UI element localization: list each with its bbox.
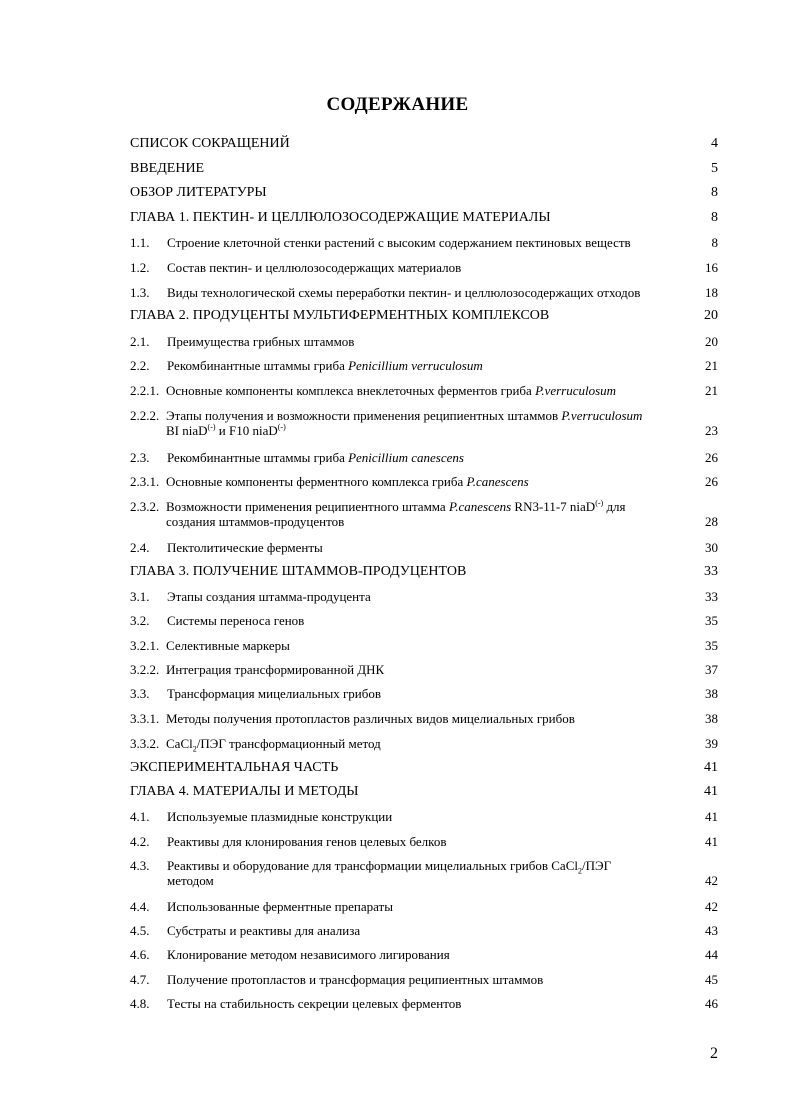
toc-entry-title: Этапы получения и возможности применения реципиентных штаммов P.verruculosum BI niaD(-) и F10 niaD(-) [166,408,643,438]
species-name: Penicillium canescens [348,450,464,465]
species-name: P.canescens [466,474,529,489]
toc-entry-page: 18 [705,285,718,300]
toc-entry-title: Системы переноса генов [167,613,305,628]
toc-entry-page: 21 [705,358,718,373]
species-name: P.verruculosum [535,383,617,398]
toc-entry-page: 33 [704,564,718,579]
toc-entry-title: Преимущества грибных штаммов [167,334,355,349]
toc-entry-page: 20 [705,334,718,349]
toc-entry-page: 44 [705,947,718,962]
toc-entry-page: 46 [705,996,718,1011]
toc-entry-page: 42 [705,873,718,888]
toc-entry-number: 3.3.2. [130,736,160,751]
toc-entry-page: 39 [705,736,718,751]
toc-entry-number: 3.3. [130,686,150,701]
toc-entry-page: 8 [711,210,718,225]
toc-entry-number: 4.8. [130,996,150,1011]
toc-entry-page: 35 [705,613,718,628]
toc-entry-title: ГЛАВА 3. ПОЛУЧЕНИЕ ШТАММОВ-ПРОДУЦЕНТОВ [130,564,467,579]
toc-entry-number: 2.2. [130,358,150,373]
page-title: СОДЕРЖАНИЕ [326,94,469,115]
toc-entry-page: 8 [711,235,718,250]
toc-entry-page: 38 [705,711,718,726]
toc-entry-title: Методы получения протопластов различных видов мицелиальных грибов [166,711,575,726]
toc-entry-number: 2.3. [130,450,150,465]
toc-entry-page: 33 [705,589,718,604]
toc-entry-number: 2.3.2. [130,499,160,514]
toc-entry-page: 41 [705,809,718,824]
toc-entry-title: ГЛАВА 4. МАТЕРИАЛЫ И МЕТОДЫ [130,784,359,799]
toc-entry-number: 3.2.1. [130,638,160,653]
toc-entry-title: Клонирование методом независимого лигирования [167,947,450,962]
species-name: Penicillium verruculosum [348,358,483,373]
toc-entry-title: Субстраты и реактивы для анализа [167,923,361,938]
page-number: 2 [710,1045,718,1062]
toc-entry-number: 3.2. [130,613,150,628]
toc-entry-title: Реактивы для клонирования генов целевых белков [167,834,447,849]
toc-entry-title: Пектолитические ферменты [167,540,323,555]
toc-entry-page: 26 [705,450,718,465]
toc-entry-title: Трансформация мицелиальных грибов [167,686,382,701]
toc-entry-page: 42 [705,899,718,914]
toc-entry-title: ЭКСПЕРИМЕНТАЛЬНАЯ ЧАСТЬ [130,760,339,775]
toc-entry-title: ГЛАВА 1. ПЕКТИН- И ЦЕЛЛЮЛОЗОСОДЕРЖАЩИЕ МАТЕРИАЛЫ [130,210,551,225]
toc-entry-title: ГЛАВА 2. ПРОДУЦЕНТЫ МУЛЬТИФЕРМЕНТНЫХ КОМПЛЕКСОВ [130,308,550,323]
toc-entry-title: ВВЕДЕНИЕ [130,161,205,176]
toc-entry-title: Получение протопластов и трансформация реципиентных штаммов [167,972,544,987]
toc-entry-page: 37 [705,662,718,677]
toc-entry-title: Состав пектин- и целлюлозосодержащих материалов [167,260,462,275]
toc-entry-number: 4.2. [130,834,150,849]
toc-entry-page: 8 [711,185,718,200]
toc-entry-number: 2.4. [130,540,150,555]
toc-entry-number: 2.2.1. [130,383,160,398]
toc-entry-title: CaCl$_2$/ПЭГ трансформационный метод [166,736,381,754]
toc-entry-page: 20 [704,308,718,323]
toc-entry-title: Селективные маркеры [166,638,290,653]
toc-entry-number: 4.7. [130,972,150,987]
toc-entry-page: 4 [711,136,718,151]
toc-entry-title: Основные компоненты комплекса внеклеточных ферментов гриба P.verruculosum [166,383,617,398]
toc-entry-title: СПИСОК СОКРАЩЕНИЙ [130,136,290,151]
toc-entry-page: 26 [705,474,718,489]
toc-entry-page: 38 [705,686,718,701]
toc-entry-title: Возможности применения реципиентного штамма P.canescens RN3-11-7 niaD(-) для создания штаммов-продуцентов [166,498,626,529]
toc-entry-number: 4.6. [130,947,150,962]
toc-entry-page: 23 [705,423,718,438]
toc-entry-page: 45 [705,972,718,987]
toc-entry-page: 28 [705,514,718,529]
toc-entry-title: Рекомбинантные штаммы гриба Penicillium canescens [167,450,464,465]
toc-entry-page: 41 [704,784,718,799]
toc-entry-number: 1.1. [130,235,150,250]
toc-entry-page: 35 [705,638,718,653]
toc-entry-page: 5 [711,161,718,176]
toc-entry-title: Виды технологической схемы переработки пектин- и целлюлозосодержащих отходов [167,285,641,300]
toc-entry-number: 4.5. [130,923,150,938]
toc-entry-title: Основные компоненты ферментного комплекса гриба P.canescens [166,474,529,489]
toc-entry-page: 30 [705,540,718,555]
toc-entry-title: Интеграция трансформированной ДНК [166,662,385,677]
toc-entry-title: Строение клеточной стенки растений с высоким содержанием пектиновых веществ [167,235,631,250]
toc-entry-title: Реактивы и оборудование для трансформации мицелиальных грибов CaCl$_2$/ПЭГ методом [167,858,612,888]
toc-entry-title: Тесты на стабильность секреции целевых ферментов [167,996,462,1011]
toc-entry-number: 1.3. [130,285,150,300]
toc-entry-number: 2.2.2. [130,408,160,423]
toc-entry-page: 16 [705,260,718,275]
toc-entry-title: Используемые плазмидные конструкции [167,809,393,824]
toc-entry-page: 21 [705,383,718,398]
toc-entry-title: Рекомбинантные штаммы гриба Penicillium verruculosum [167,358,483,373]
toc-entry-page: 41 [704,760,718,775]
species-name: P.verruculosum [561,408,643,423]
species-name: P.canescens [448,499,512,514]
toc-entry-number: 3.1. [130,589,150,604]
toc-entry-number: 4.1. [130,809,150,824]
toc-entry-number: 3.2.2. [130,662,160,677]
toc-entry-title: Этапы создания штамма-продуцента [167,589,371,604]
toc-entry-number: 4.4. [130,899,150,914]
toc-entry-page: 41 [705,834,718,849]
toc-entry-title: Использованные ферментные препараты [167,899,393,914]
toc-entry-number: 2.1. [130,334,150,349]
toc-entry-number: 1.2. [130,260,150,275]
toc-entry-number: 4.3. [130,858,150,873]
toc-entry-page: 43 [705,923,718,938]
toc-entry-title: ОБЗОР ЛИТЕРАТУРЫ [130,185,267,200]
toc-entry-number: 2.3.1. [130,474,160,489]
toc-entry-number: 3.3.1. [130,711,160,726]
